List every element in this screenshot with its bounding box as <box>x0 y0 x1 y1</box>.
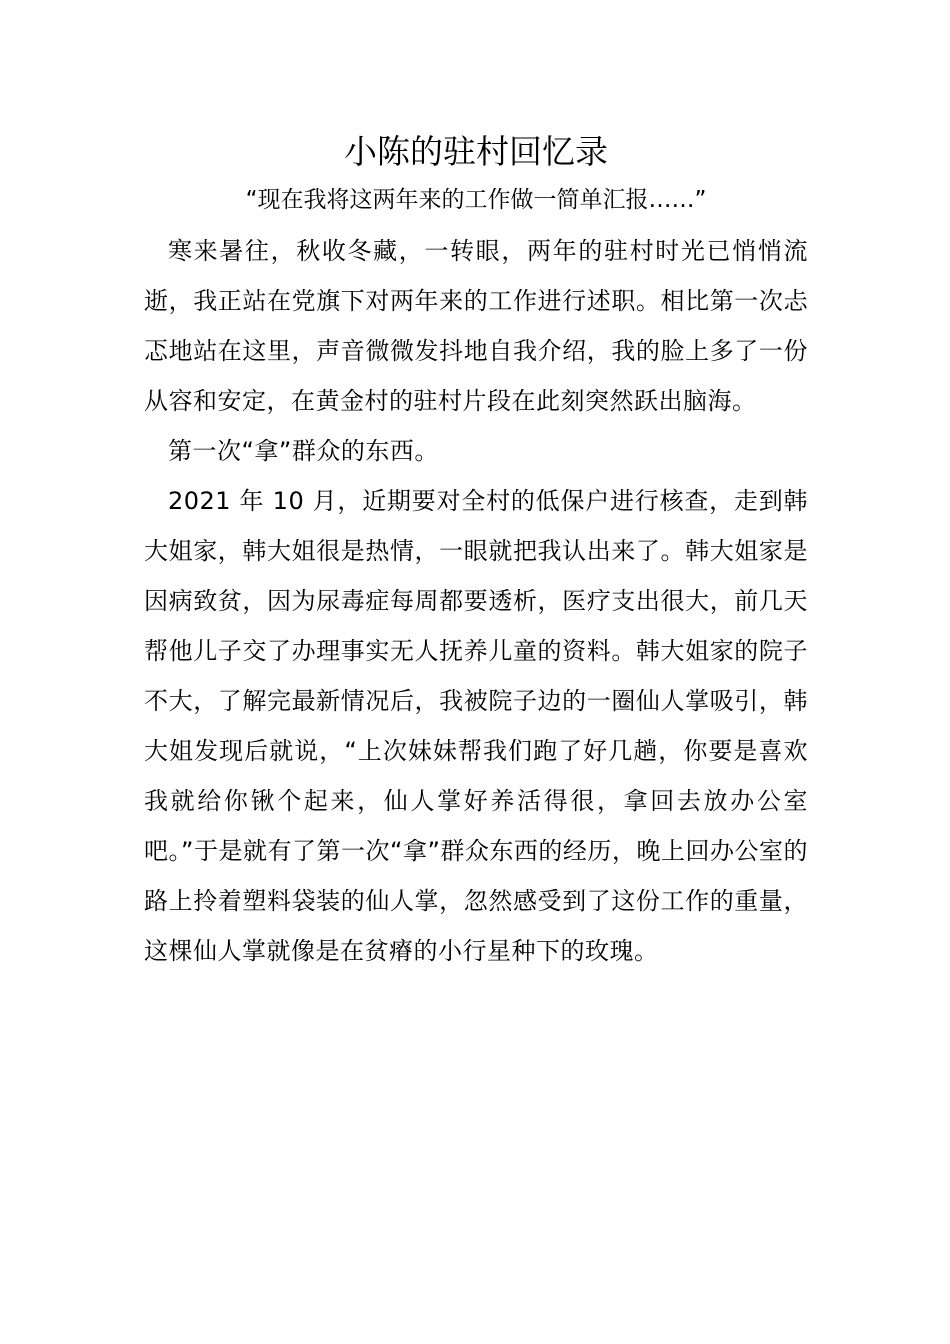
document-subtitle: “现在我将这两年来的工作做一简单汇报……” <box>245 187 707 213</box>
paragraph-story: 2021 年 10 月，近期要对全村的低保户进行核查，走到韩大姐家，韩大姐很是热情，一眼就把我认出来了。韩大姐家是因病致贫，因为尿毒症每周都要透析，医疗支出很大，前几天帮他儿子交了办理事实无人抚养儿童的资料。韩大姐家的院子不大，了解完最新情况后，我被院子边的一圈仙人掌吸引，韩大姐发现后就说，“上次妹妹帮我们跑了好几趟，你要是喜欢我就给你锹个起来，仙人掌好养活得很，拿回去放办公室吧。”于是就有了第一次“拿”群众东西的经历，晚上回办公室的路上拎着塑料袋装的仙人掌，忽然感受到了这份工作的重量，这棵仙人掌就像是在贫瘠的小行星种下的玫瑰。 <box>144 487 808 965</box>
document-body <box>144 126 808 976</box>
document-title: 小陈的驻村回忆录 <box>344 132 608 171</box>
paragraph-intro: 寒来暑往，秋收冬藏，一转眼，两年的驻村时光已悄悄流逝，我正站在党旗下对两年来的工作进行述职。相比第一次忐忑地站在这里，声音微微发抖地自我介绍，我的脸上多了一份从容和安定，在黄金村的驻村片段在此刻突然跃出脑海。 <box>144 237 808 415</box>
paragraph-section-heading: 第一次“拿”群众的东西。 <box>168 437 439 465</box>
